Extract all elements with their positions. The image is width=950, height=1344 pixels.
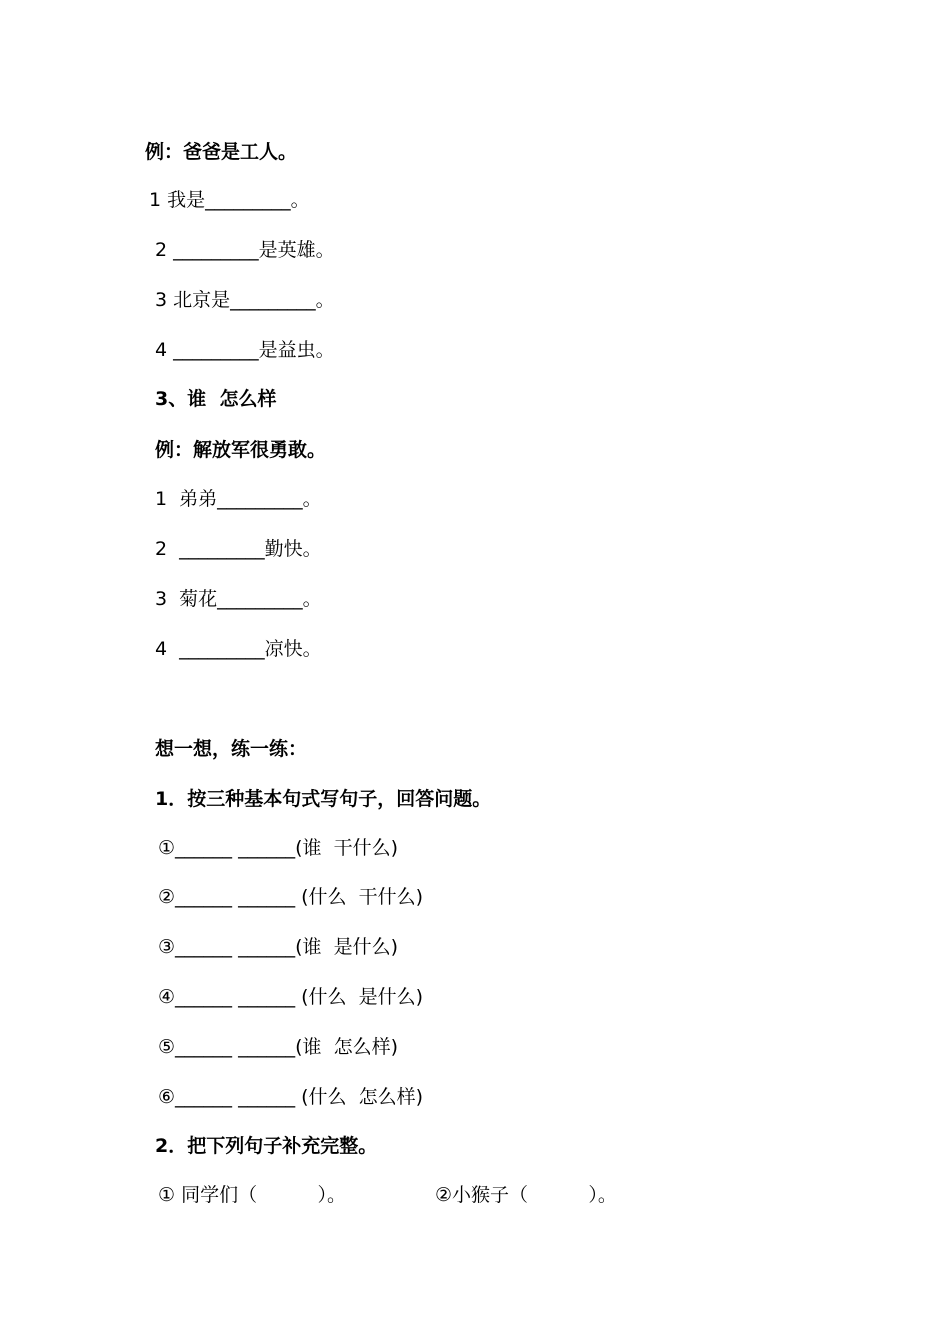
exercise-item: 3 北京是_________。 xyxy=(155,289,335,311)
exercise-item: 2 _________是英雄。 xyxy=(155,239,335,261)
practice-heading: 想一想，练一练： xyxy=(155,738,308,760)
exercise-item: 3 菊花_________。 xyxy=(155,588,322,610)
question-title: 2．把下列句子补充完整。 xyxy=(155,1135,378,1157)
sentence-pattern-item: ②______ ______ (什么 干什么) xyxy=(158,886,424,908)
sentence-pattern-item: ④______ ______ (什么 是什么) xyxy=(158,986,424,1008)
exercise-item: 2 _________勤快。 xyxy=(155,538,322,560)
example-sentence: 例：爸爸是工人。 xyxy=(145,141,298,163)
completion-item: ① 同学们（ ）。 xyxy=(158,1184,346,1206)
sentence-pattern-item: ⑥______ ______ (什么 怎么样) xyxy=(158,1086,424,1108)
exercise-item: 1 弟弟_________。 xyxy=(155,488,322,510)
completion-item: ②小猴子（ ）。 xyxy=(435,1184,617,1206)
section-heading: 3、谁 怎么样 xyxy=(155,388,277,410)
sentence-pattern-item: ③______ ______(谁 是什么) xyxy=(158,936,398,958)
sentence-pattern-item: ①______ ______(谁 干什么) xyxy=(158,837,398,859)
exercise-item: 4 _________是益虫。 xyxy=(155,339,335,361)
exercise-item: 4 _________凉快。 xyxy=(155,638,322,660)
sentence-pattern-item: ⑤______ ______(谁 怎么样) xyxy=(158,1036,398,1058)
exercise-item: 1 我是_________。 xyxy=(149,189,310,211)
question-title: 1．按三种基本句式写句子，回答问题。 xyxy=(155,788,492,810)
example-sentence: 例：解放军很勇敢。 xyxy=(155,439,327,461)
